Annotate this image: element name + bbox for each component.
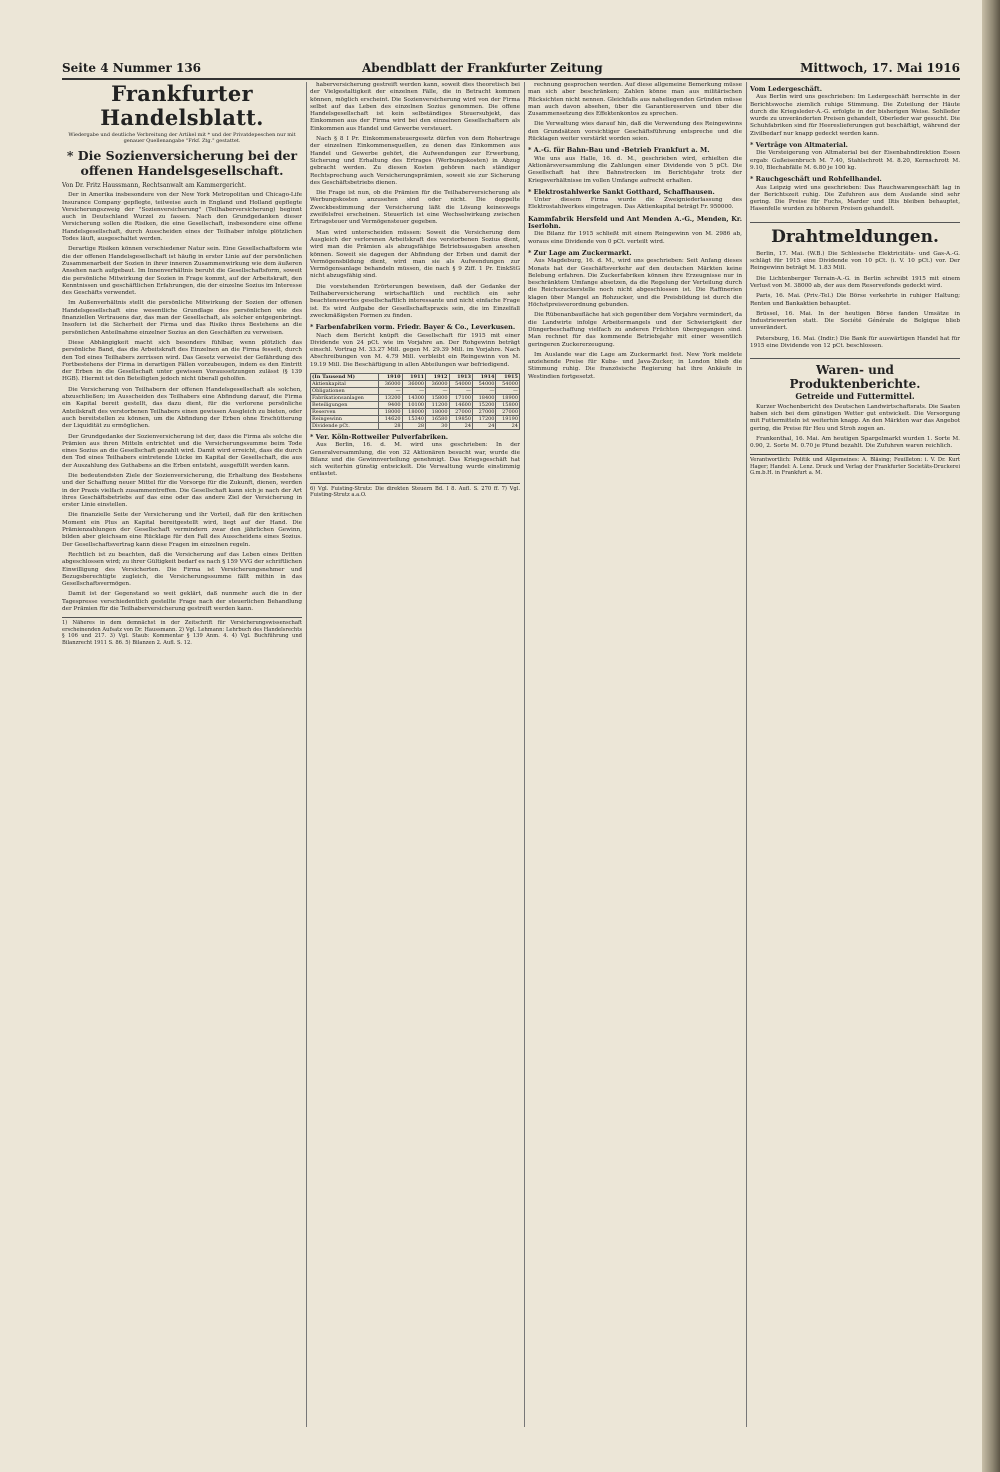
paragraph: Die vorstehenden Erörterungen beweisen, daß der Gedanke der Teilhaberversicherung wirtschaftlich und rechtlich ein sehr beachtenswertes gesellschaftlich interessante und nicht einfache Frage ist. Es wird Aufgabe der Gesellschaftspraxis sein, die im Einzelfall zweckmäßigsten Formen zu finden. <box>310 283 520 319</box>
masthead: Frankfurter Handelsblatt. <box>100 82 264 130</box>
table-cell: 14620 <box>379 415 402 422</box>
news-item-text: Die Bilanz für 1915 schließt mit einem Reingewinn von M. 2986 ab, woraus eine Dividende von 0 pCt. verteilt wird. <box>528 231 742 245</box>
table-cell: 28 <box>379 422 402 429</box>
paragraph: Diese Abhängigkeit macht sich besonders fühlbar, wenn plötzlich das persönliche Band, das die Arbeitskraft des Einzelnen an die Firma fesselt, durch den Tod eines Teilhabers zerrissen wird. Das Gesetz verweist der Gefährdung des Fortbestehens der Firma in derartigen Fällen vorzubeugen, indem es den Eintritt der Erben in die Gesellschaft unter gewissen Voraussetzungen zulässt (§ 139 HGB). Hiermit ist den Beteiligten jedoch nicht überall geholfen. <box>62 339 302 383</box>
article-byline: Von Dr. Fritz Haussmann, Rechtsanwalt am Kammergericht. <box>62 182 246 189</box>
news-item-text: Die Versteigerung von Altmaterial bei der Eisenbahndirektion Essen ergab: Gußeisenbruch M. 7.40, Stahlschrott M. 8.20, Kernschrott M. 9.10, Blechabfälle M. 6.80 je 100 kg. <box>750 150 960 171</box>
wire-report: Petersburg, 16. Mai. (Indir.) Die Bank für auswärtigen Handel hat für 1915 eine Dividende von 12 pCt. beschlossen. <box>750 335 960 350</box>
table-cell: 18000 <box>402 408 425 415</box>
table-row <box>311 415 520 422</box>
reprint-note: Wiedergabe und deutliche Verbreitung der Artikel mit * und der Privatdepeschen nur mit genauer Quellenangabe "Frkf. Ztg." gestattet. <box>68 132 296 144</box>
news-item-title: Vom Ledergeschäft. <box>750 85 823 93</box>
table-cell: 10100 <box>402 401 425 408</box>
table-cell: 54000 <box>473 380 496 387</box>
footnotes: 1) Näheres in dem demnächst in der Zeitschrift für Versicherungswissenschaft erscheinenden Aufsatz von Dr. Haussmann. 2) Vgl. Lehmann: Lehrbuch des Handelsrechts § 106 und 217. 3) Vgl. Staub: Kommentar § 139 Anm. 4. 4) Vgl. Buchführung und Bilanzrecht 1911 S. 86. 5) Bilanzen 2. Aufl. S. 12. <box>62 617 302 646</box>
issue-date: Mittwoch, 17. Mai 1916 <box>800 61 960 75</box>
table-cell: — <box>402 387 425 394</box>
table-cell: 15800 <box>426 394 449 401</box>
column-2 <box>310 82 520 1432</box>
table-header-cell: 1911 <box>402 373 425 380</box>
paragraph: Rechtlich ist zu beachten, daß die Versicherung auf das Leben eines Dritten abgeschlossen wird; zu ihrer Gültigkeit bedarf es nach § 159 VVG der schriftlichen Einwilligung des Versicherten. Die Firma ist Versicherungsnehmer und Bezugsberechtigte zugleich, die Versicherungssumme fällt mithin in das Gesellschaftsvermögen. <box>62 551 302 588</box>
market-report: Kurzer Wochenbericht des Deutschen Landwirtschaftsrats. Die Saaten haben sich bei dem günstigen Wetter gut entwickelt. Die Versorgung mit Futtermitteln ist weiterhin knapp. An den Märkten war das Angebot gering, die Preise für Heu und Stroh zogen an. <box>750 403 960 432</box>
table-cell: 24 <box>449 422 472 429</box>
table-cell: 15200 <box>473 401 496 408</box>
table-cell: 24 <box>496 422 520 429</box>
table-header-cell: 1910 <box>379 373 402 380</box>
book-binding-edge <box>982 0 1000 1472</box>
table-row <box>311 401 520 408</box>
table-cell: 14600 <box>449 401 472 408</box>
table-cell: Reserven <box>311 408 379 415</box>
paragraph: Die Versicherung von Teilhabern der offenen Handelsgesellschaft als solchen, abzuschließen; im Ausscheiden des Teilhabers eine Abfindung darauf, die Firma ein Kapital bereit gestellt, das dazu dient, für die verlorene persönliche Anteilskraft des verstorbenen Teilhabers einen gewissen Ausgleich zu bieten, oder auch bereitstellen zu können, um die Abfindung der Erben ohne Erschütterung der Liquidität zu ermöglichen. <box>62 386 302 430</box>
table-cell: 18900 <box>496 394 520 401</box>
table-cell: 36000 <box>402 380 425 387</box>
table-cell: 9400 <box>379 401 402 408</box>
table-cell: 17200 <box>473 415 496 422</box>
table-cell: 16580 <box>426 415 449 422</box>
section-heading-waren: Waren- und Produktenberichte. <box>750 358 960 391</box>
table-row <box>311 422 520 429</box>
wire-report: Berlin, 17. Mai. (W.B.) Die Schlesische Elektricitäts- und Gas-A.-G. schlägt für 1915 eine Dividende von 10 pCt. (i. V. 10 pCt.) vor. Der Reingewinn beträgt M. 1.83 Mill. <box>750 250 960 272</box>
news-item-text: Nach dem Bericht knüpft die Gesellschaft für 1915 mit einer Dividende von 24 pCt. wie im Vorjahre an. Der Rohgewinn beträgt einschl. Vortrag M. 33.27 Mill. gegen M. 29.39 Mill. im Vorjahre. Nach Abschreibungen von M. 4.79 Mill. verbleibt ein Reingewinn von M. 19.19 Mill. Die Beschäftigung in allen Abteilungen war befriedigend. <box>310 332 520 368</box>
table-row <box>311 394 520 401</box>
paragraph: haberversicherung gestreift werden kann, soweit dies theoretisch bei der Vielgestaltigkeit der einzelnen Fälle, die in Betracht kommen können, möglich erscheint. Die Sozienversicherung wird von der Firma selbst auf das Leben des einzelnen Sozius genommen. Die offene Handelsgesellschaft ist kein selbständiges Steuersubjekt, das Einkommen aus der Firma wird bei den einzelnen Gesellschaftern als Einkommen aus Handel und Gewerbe versteuert. <box>310 82 520 132</box>
news-item-text: Aus Berlin, 16. d. M. wird uns geschrieben: In der Generalversammlung, die von 32 Aktionären besucht war, wurde die Bilanz und die Gewinnverteilung genehmigt. Das Kriegsgeschäft hat sich weiterhin günstig entwickelt. Die Verwaltung wurde einstimmig entlastet. <box>310 442 520 478</box>
news-item-text: Aus Leipzig wird uns geschrieben: Das Rauchwarengeschäft lag in der Berichtszeit ruhig. Die Zufuhren aus dem Auslande sind sehr gering. Die Preise für Fuchs, Marder und Iltis bleiben behauptet, Hasenfelle wurden zu höheren Preisen gehandelt. <box>750 184 960 213</box>
table-cell: 11200 <box>426 401 449 408</box>
table-cell: 19850 <box>449 415 472 422</box>
table-cell: 27000 <box>473 408 496 415</box>
table-cell: 15800 <box>496 401 520 408</box>
column-rule <box>524 82 525 1427</box>
newspaper-title: Abendblatt der Frankfurter Zeitung <box>362 61 603 75</box>
table-cell: — <box>496 387 520 394</box>
paragraph: Die finanzielle Seite der Versicherung und ihr Vorteil, daß für den kritischen Moment ein Plus an Kapital bereitgestellt wird, liegt auf der Hand. Die Prämienzahlungen der Gesellschaft vermindern zwar den jährlichen Gewinn, bilden aber gleichsam eine Rücklage für den Fall des Ausscheidens eines Sozius. Der Gesellschaftsvertrag kann diese Fragen im einzelnen regeln. <box>62 512 302 548</box>
table-cell: 36000 <box>379 380 402 387</box>
news-item-text: Im Auslande war die Lage am Zuckermarkt fest. New York meldete anziehende Preise für Kuba- und Java-Zucker, in London blieb die Stimmung ruhig. Die französische Regierung hat ihre Ankäufe in Westindien fortgesetzt. <box>528 351 742 380</box>
table-cell: — <box>426 387 449 394</box>
table-header-cell: 1913 <box>449 373 472 380</box>
news-item-title: * A.-G. für Bahn-Bau und -Betrieb Frankfurt a. M. <box>528 146 710 155</box>
table-header-cell: (In Tausend M) <box>311 373 379 380</box>
paragraph: Die Frage ist nun, ob die Prämien für die Teilhaberversicherung als Werbungskosten anzusehen sind oder nicht. Die doppelte Zweckbestimmung der Versicherung läßt die Lösung keineswegs zweifelsfrei erscheinen. Steuerlich ist eine Wechselwirkung zwischen Ertragsteuer und Vermögensteuer gegeben. <box>310 190 520 226</box>
table-cell: — <box>379 387 402 394</box>
table-cell: 18000 <box>379 408 402 415</box>
table-header-cell: 1914 <box>473 373 496 380</box>
news-item-text: Unter diesem Firma wurde die Zweigniederlassung des Elektrostahlwerkes eingetragen. Das Aktienkapital beträgt Fr. 950000. <box>528 197 742 211</box>
wire-report: Die Lichtenberger Terrain-A.-G. in Berlin schreibt 1915 mit einem Verlust von M. 38000 ab, der aus dem Reservefonds gedeckt wird. <box>750 275 960 289</box>
section-subheading: Getreide und Futtermittel. <box>795 391 915 402</box>
financial-table <box>310 373 520 430</box>
column-4 <box>750 82 960 1432</box>
table-cell: 30 <box>426 422 449 429</box>
news-item-title: * Verträge von Altmaterial. <box>750 141 848 150</box>
table-cell: Reingewinn <box>311 415 379 422</box>
column-rule <box>306 82 307 1427</box>
table-cell: 24 <box>473 422 496 429</box>
table-row <box>311 408 520 415</box>
table-header-cell: 1915 <box>496 373 520 380</box>
paragraph: Man wird unterscheiden müssen: Soweit die Versicherung dem Ausgleich der verlorenen Arbeitskraft des verstorbenen Sozius dient, wird man die Prämien als abzugsfähige Betriebsausgaben ansehen können. Soweit sie dagegen der Abfindung der Erben und damit der Vermögensbildung dient, wird man sie als Aufwendungen zur Vermögensanlage behandeln müssen, die nach § 9 Ziff. 1 Pr. EinkStG nicht abzugsfähig sind. <box>310 229 520 280</box>
table-header-row <box>311 373 520 380</box>
table-cell: 13200 <box>379 394 402 401</box>
paragraph: Der Grundgedanke der Sozienversicherung ist der, dass die Firma als solche die Prämien aus ihren Mitteln entrichtet und die Versicherungssumme beim Tode eines Sozius an die Gesellschaft gezahlt wird. Damit wird erreicht, dass die durch den Tod eines Teilhabers eintretende Lücke im Kapital der Gesellschaft, die aus der Auszahlung des Guthabens an die Erben entsteht, ausgefüllt werden kann. <box>62 433 302 469</box>
column-rule <box>746 82 747 1427</box>
market-report: Frankenthal, 16. Mai. Am heutigen Spargelmarkt wurden 1. Sorte M. 0.90, 2. Sorte M. 0.70 je Pfund bezahlt. Die Zufuhren waren reichlich. <box>750 435 960 450</box>
table-cell: 54000 <box>496 380 520 387</box>
table-cell: Obligationen <box>311 387 379 394</box>
table-cell: 17100 <box>449 394 472 401</box>
paragraph: Im Außenverhältnis stellt die persönliche Mitwirkung der Sozien der offenen Handelsgesellschaft eine wesentliche Grundlage des persönlichen wie des finanziellen Vertrauens dar, das man der Gesellschaft, als solcher entgegenbringt. Insofern ist die Sicherheit der Firma und das Risiko ihres Bestehens an die persönlichen Anteilnahme einzelner Sozius an den Geschäften zu verweisen. <box>62 300 302 336</box>
imprint: Verantwortlich: Politik und Allgemeines: A. Bläsing; Feuilleton: i. V. Dr. Kurt Hager; Handel: A. Lenz. Druck und Verlag der Frankfurter Societäts-Druckerei G.m.b.H. in Frankfurt a. M. <box>750 454 960 477</box>
news-item-title: * Ver. Köln-Rottweiler Pulverfabriken. <box>310 432 449 441</box>
table-cell: 18400 <box>473 394 496 401</box>
paragraph: Damit ist der Gegenstand so weit geklärt, daß nunmehr auch die in der Tagespresse verschiedentlich gestellte Frage nach der steuerlichen Behandlung der Prämien für die Teilhaberversicherung gestreift werden kann. <box>62 591 302 613</box>
table-row <box>311 387 520 394</box>
table-cell: Dividende pCt. <box>311 422 379 429</box>
table-cell: 15340 <box>402 415 425 422</box>
paragraph: rechnung gesprochen werden. Auf diese allgemeine Bemerkung müsse man sich aber beschränken; Zahlen könne man aus militärischen Rücksichten nicht nennen. Gleichfalls aus naheliegenden Gründen müsse man auch davon absehen, über die Garantiereserven und über die Zusammensetzung des Effektenkontos zu sprechen. <box>528 82 742 118</box>
table-cell: 18000 <box>426 408 449 415</box>
paragraph: Die Verwaltung wies darauf hin, daß die Verwendung des Reingewinns den Grundsätzen vorsichtiger Geschäftsführung entspreche und die Rücklagen weiter verstärkt worden seien. <box>528 121 742 143</box>
paragraph: Die bedeutendsten Ziele der Sozienversicherung, die Erhaltung des Bestehens und der Schaffung neuer Mittel für die Vorsorge für die Zukunft, dienen, werden in der Praxis vielfach zusammentreffen. Die Gesellschaft kann sich je nach der Art ihres Geschäftsbetriebs auf das eine oder das andere Ziel der Versicherung in erster Linie einstellen. <box>62 472 302 509</box>
table-row <box>311 380 520 387</box>
table-cell: — <box>449 387 472 394</box>
news-item-title: * Farbenfabriken vorm. Friedr. Bayer & Co., Leverkusen. <box>310 323 516 332</box>
news-item-title: * Rauchgeschäft und Rohfellhandel. <box>750 175 882 184</box>
table-cell: 54000 <box>449 380 472 387</box>
news-item-text: Aus Magdeburg, 16. d. M., wird uns geschrieben: Seit Anfang dieses Monats hat der Geschäftsverkehr auf den deutschen Märkten keine Belebung erfahren. Die Zuckerfabriken können ihre Erzeugnisse nur in beschränktem Umfange absetzen, da die Regelung der Verteilung durch die Reichszuckerstelle noch nicht abgeschlossen ist. Die Raffinerien klagen über Mangel an Rohzucker, und die Preisbildung ist durch die Höchstpreisverordnung gebunden. <box>528 258 742 309</box>
paragraph: Der in Amerika insbesondere von der New York Metropolitan und Chicago-Life Insurance Company gepflegte, teilweise auch in England und Holland gepflegte Versicherungszweig der "Sozienversicherung" (Teilhaberversicherung) beginnt auch in Deutschland Wurzel zu fassen. Nach den Grundgedanken dieser Versicherung sollen die Risiken, die eine Gesellschaft, insbesondere eine offene Handelsgesellschaft, durch Ausscheiden eines der Teilhaber infolge plötzlichen Todes läuft, ausgeschaltet werden. <box>62 192 302 243</box>
news-item-text: Aus Berlin wird uns geschrieben: Im Ledergeschäft herrschte in der Berichtswoche ziemlich ruhige Stimmung. Die Zuteilung der Häute durch die Kriegsleder-A.-G. erfolgte in der bisherigen Weise. Sohlleder wurde zu unveränderten Preisen gehandelt, Oberleder war gesucht. Die Schuhfabriken sind für Heereslieferungen gut beschäftigt, während der Zivilbedarf nur knapp gedeckt werden kann. <box>750 94 960 137</box>
table-cell: 28 <box>402 422 425 429</box>
column-3 <box>528 82 742 1432</box>
news-item-title: Kammfabrik Hersfeld und Ant Menden A.-G., Menden, Kr. Iserlohn. <box>528 214 742 231</box>
page-number: Seite 4 Nummer 136 <box>62 61 202 75</box>
table-cell: 36000 <box>426 380 449 387</box>
news-item-title: * Zur Lage am Zuckermarkt. <box>528 248 632 257</box>
footnotes: 6) Vgl. Fuisting-Strutz: Die direkten Steuern Bd. I 8. Aufl. S. 270 ff. 7) Vgl. Fuisting-Strutz a.a.O. <box>310 483 520 499</box>
news-item-title: * Elektrostahlwerke Sankt Gotthard, Schaffhausen. <box>528 187 715 196</box>
news-item-text: Die Rübenanbaufläche hat sich gegenüber dem Vorjahre vermindert, da die Landwirte infolge Arbeitermangels und der Schwierigkeit der Düngerbeschaffung vielfach zu anderen Früchten übergegangen sind. Man rechnet für das kommende Betriebsjahr mit einer wesentlich geringeren Zuckererzeugung. <box>528 312 742 348</box>
table-cell: 19190 <box>496 415 520 422</box>
article-title: * Die Sozienversicherung bei der offenen Handelsgesellschaft. <box>66 148 298 178</box>
table-cell: Aktienkapital <box>311 380 379 387</box>
table-cell: Fabrikationsanlagen <box>311 394 379 401</box>
wire-report: Brüssel, 16. Mai. In der heutigen Börse fanden Umsätze in Industriewerten statt. Die Société Générale de Belgique blieb unverändert. <box>750 310 960 332</box>
news-item-text: Wie uns aus Halle, 16. d. M., geschrieben wird, erhielten die Aktionärsversammlung die Zahlungen einer Dividende von 5 pCt. Die Gesellschaft hat ihre Bahnstrecken im Berichtsjahr trotz der Kriegsverhältnisse im vollen Umfange aufrecht erhalten. <box>528 155 742 184</box>
section-heading-drahtmeldungen: Drahtmeldungen. <box>750 222 960 247</box>
table-cell: 27000 <box>449 408 472 415</box>
paragraph: Nach § 8 I Pr. Einkommensteuergesetz dürfen von dem Rohertrage der einzelnen Einkommensquellen, zu denen das Einkommen aus Handel und Gewerbe gehört, die Aufwendungen zur Erwerbung, Sicherung und Erhaltung des Ertrages (Werbungskosten) in Abzug gebracht werden. Zu diesen Kosten gehören nach ständiger Rechtsprechung auch Versicherungsprämien, soweit sie zur Sicherung des Geschäftsbetriebs dienen. <box>310 136 520 186</box>
table-cell: 14300 <box>402 394 425 401</box>
column-1 <box>62 82 302 1432</box>
table-cell: Beteiligungen <box>311 401 379 408</box>
table-cell: 27000 <box>496 408 520 415</box>
table-body <box>311 380 520 429</box>
table-header-cell: 1912 <box>426 373 449 380</box>
page-header <box>62 60 960 80</box>
wire-report: Paris, 16. Mai. (Priv.-Tel.) Die Börse verkehrte in ruhiger Haltung; Renten und Bankaktien behauptet. <box>750 293 960 307</box>
table-cell: — <box>473 387 496 394</box>
paragraph: Derartige Risiken können verschiedener Natur sein. Eine Gesellschaftsform wie die der offenen Handelsgesellschaft ist häufig in erster Linie auf der persönlichen Zusammenarbeit der Sozien in ihrer inneren Zusammenwirkung wie dem äußeren Ansehen nach aufgebaut. Im Innenverhältnis beruht die Gesellschaftsform, soweit die persönliche Mitwirkung der Sozien in Frage kommt, auf der Arbeitskraft, den Kenntnissen und geschäftlichen Erfahrungen, die der einzelne Sozius im Interesse des Geschäfts verwendet. <box>62 246 302 297</box>
